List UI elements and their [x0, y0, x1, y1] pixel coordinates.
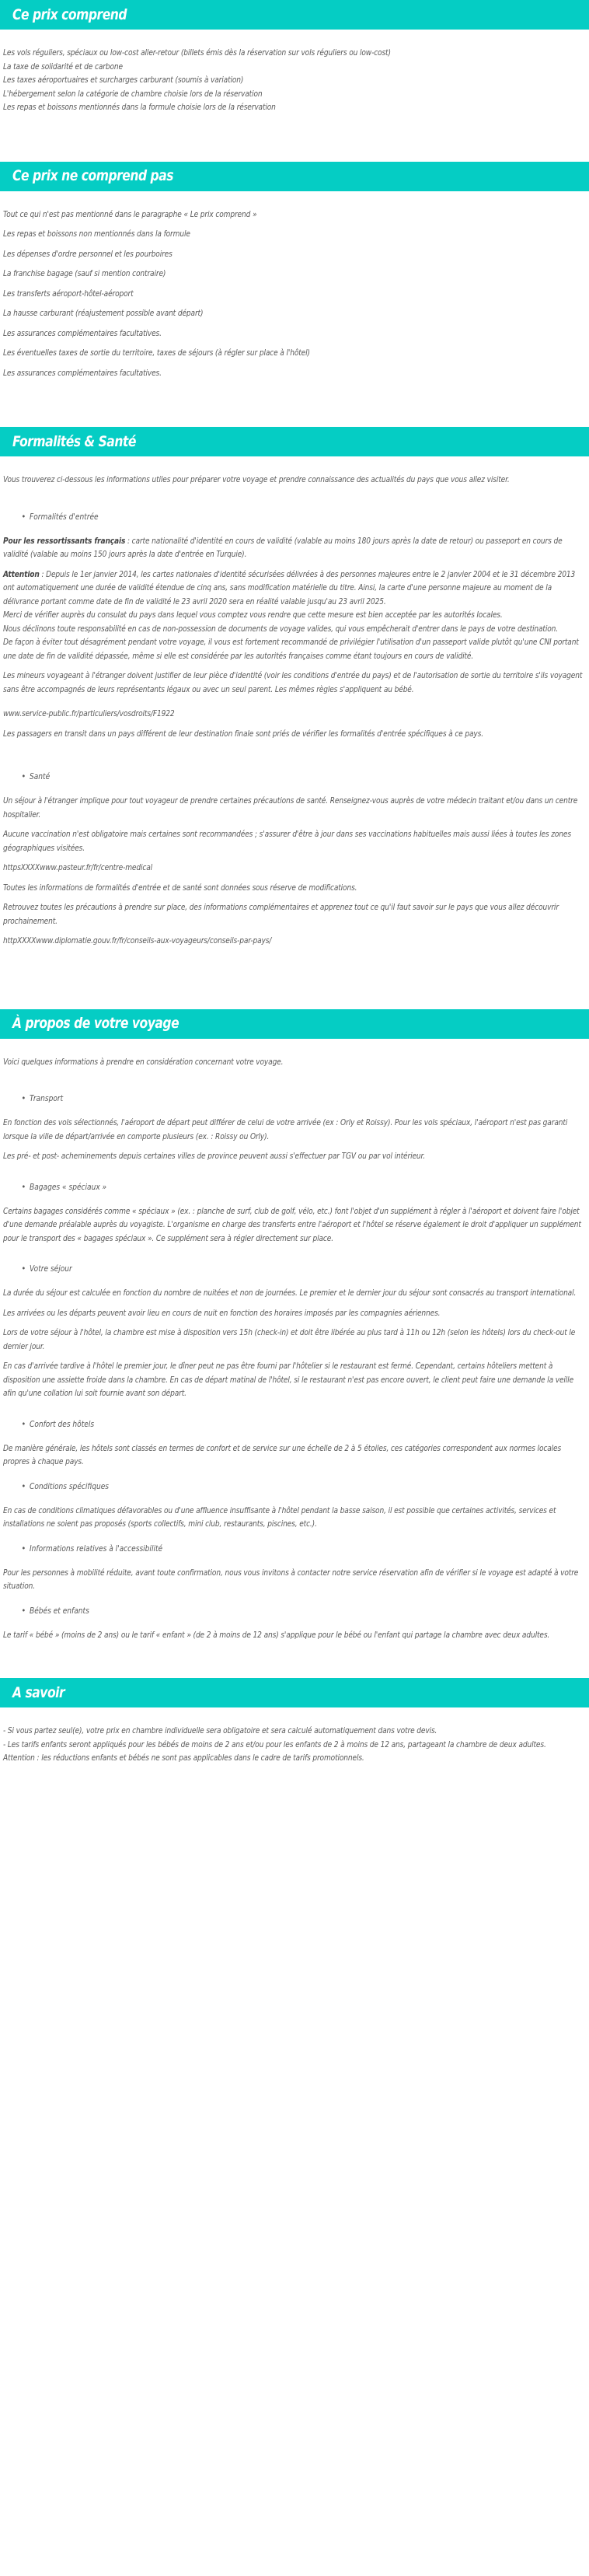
excluded-items — [0, 208, 589, 381]
stay-paragraph-3: Lors de votre séjour à l'hôtel, la chambre est mise à disposition vers 15h (check-in) et doit être libérée au plus tard à 11h ou 12h (selon les hôtels) lors du check-out le dernier jour. — [3, 1328, 576, 1351]
bullet-accessibilite: • Informations relatives à l'accessibilité — [30, 1543, 518, 1556]
special-baggage-bullet-list — [3, 1181, 584, 1194]
nationals-paragraph — [3, 535, 584, 562]
attention-paragraph — [3, 568, 584, 610]
passport-recommendation-text: De façon à éviter tout désagrément pendant votre voyage, il vous est fortement recommandé de privilégier l'utilisation d'un passeport valide plutôt qu'une CNI portant une date de fin de validité dépassée, même si elle est considérée par les autorités françaises comme étant toujours en cours de validité. — [3, 638, 579, 661]
special-baggage-paragraph: Certains bagages considérés comme « spéciaux » (ex. : planche de surf, club de golf, vélo, etc.) font l'objet d'un supplément à régler à l'aéroport et doivent faire l'objet d'une demande préalable auprès du voyagiste. L'organisme en charge des transferts entre l'aéroport et l'hôtel se réserve également le droit d'appliquer un supplément pour le transport des « bagages spéciaux ». Ce supplément sera à régler directement sur place. — [3, 1206, 581, 1243]
included-item: Les repas et boissons mentionnés dans la formule choisie lors de la réservation — [3, 103, 276, 112]
section-title-included: Ce prix comprend — [12, 5, 127, 23]
specific-conditions-bullet-list — [3, 1480, 584, 1494]
transport-paragraph-2: Les pré- et post- acheminements depuis certaines villes de province peuvent aussi s'effectuer par TGV ou par vol intérieur. — [3, 1152, 426, 1161]
excluded-item: Les éventuelles taxes de sortie du territoire, taxes de séjours (à régler sur place à l'hôtel) — [3, 348, 310, 358]
transport-bullet-list — [3, 1092, 584, 1106]
section-banner-about-trip — [0, 1009, 589, 1039]
formalities-body — [0, 474, 589, 949]
about-trip-body — [0, 1056, 589, 1643]
excluded-item: Tout ce qui n'est pas mentionné dans le paragraphe « Le prix comprend » — [3, 209, 257, 219]
transit-text: Les passagers en transit dans un pays différent de leur destination finale sont priés de vérifier les formalités d'entrée spécifiques à ce pays. — [3, 729, 483, 739]
bullet-bagages-speciaux: • Bagages « spéciaux » — [30, 1181, 518, 1194]
bullet-transport: • Transport — [30, 1092, 518, 1106]
hotel-comfort-paragraph: De manière générale, les hôtels sont classés en termes de confort et de service sur une échelle de 2 à 5 étoiles, ces catégories correspondent aux normes locales propres à chaque pays. — [3, 1443, 562, 1466]
health-reserve-text: Toutes les informations de formalités d'entrée et de santé sont données sous réserve de modifications. — [3, 883, 357, 893]
excluded-item: Les transferts aéroport-hôtel-aéroport — [3, 288, 134, 299]
health-precautions-text: Un séjour à l'étranger implique pour tout voyageur de prendre certaines précautions de santé. Renseignez-vous auprès de votre médecin traitant et/ou dans un centre hospitalier. — [3, 796, 578, 820]
excluded-item: La franchise bagage (sauf si mention contraire) — [3, 269, 166, 278]
section-title-excluded: Ce prix ne comprend pas — [12, 167, 174, 184]
stay-paragraph-4: En cas d'arrivée tardive à l'hôtel le premier jour, le dîner peut ne pas être fourni par l'hôtelier si le restaurant est fermé. Cependant, certains hôteliers mettent à disposition une assiette froide dans la chambre. En cas de départ matinal de l'hôtel, si le restaurant n'est pas encore ouvert, le client peut faire une demande la veille afin qu'une collation lui soit fournie avant son départ. — [3, 1361, 574, 1398]
excluded-item: Les repas et boissons non mentionnés dans la formule — [3, 229, 190, 239]
excluded-item: Les dépenses d'ordre personnel et les pourboires — [3, 249, 173, 259]
section-banner-formalities — [0, 427, 589, 456]
nationals-label: Pour les ressortissants français — [3, 536, 126, 546]
stay-paragraph-2: Les arrivées ou les départs peuvent avoir lieu en cours de nuit en fonction des horaires imposés par les compagnies aériennes. — [3, 1308, 441, 1318]
attention-label: Attention — [3, 569, 40, 579]
excluded-item: Les assurances complémentaires facultatives. — [3, 368, 162, 378]
health-vaccination-text: Aucune vaccination n'est obligatoire mais certaines sont recommandées ; s'assurer d'être à jour dans ses vaccinations habituelles mais aussi liées à toutes les zones géographiques visitées. — [3, 830, 571, 853]
good-to-know-line: Attention : les réductions enfants et bébés ne sont pas applicables dans le cadre de tarifs promotionnels. — [3, 1753, 364, 1763]
transport-paragraph-1: En fonction des vols sélectionnés, l'aéroport de départ peut différer de celui de votre arrivée (ex : Orly et Roissy). Pour les vols spéciaux, l'aéroport n'est pas garanti lorsque la ville de départ/arrivée en comporte plusieurs (ex. : Roissy ou Orly). — [3, 1118, 568, 1141]
section-title-formalities: Formalités & Santé — [12, 432, 136, 450]
minors-text: Les mineurs voyageant à l'étranger doivent justifier de leur pièce d'identité (voir les conditions d'entrée du pays) et de l'autorisation de sortie du territoire s'ils voyagent sans être accompagnés de leurs représentants légaux ou avec un seul parent. Les mêmes règles s'appliquent au bébé. — [3, 671, 583, 694]
accessibility-bullet-list — [3, 1543, 584, 1556]
specific-conditions-paragraph: En cas de conditions climatiques défavorables ou d'une affluence insuffisante à l'hôtel pendant la basse saison, il est possible que certaines activités, services et installations ne soient pas proposés (sports collectifs, mini club, restaurants, piscines, etc.). — [3, 1505, 556, 1529]
included-item: La taxe de solidarité et de carbone — [3, 61, 123, 72]
nationals-text: : carte nationalité d'identité en cours de validité (valable au moins 180 jours après la date de retour) ou passeport en cours de validité (valable au moins 150 jours après la date d'entrée en Turquie). — [3, 536, 563, 559]
bullet-conditions-specifiques: • Conditions spécifiques — [30, 1480, 518, 1494]
included-item: Les vols réguliers, spéciaux ou low-cost aller-retour (billets émis dès la réservation sur vols réguliers ou low-cost) — [3, 48, 391, 58]
disclaimer-text: Nous déclinons toute responsabilité en cas de non-possession de documents de voyage valides, qui vous empêcherait d'entrer dans le pays de votre destination. — [3, 624, 559, 634]
service-public-link[interactable]: www.service-public.fr/particuliers/vosdroits/F1922 — [3, 709, 175, 718]
good-to-know-body — [0, 1725, 589, 1766]
formalities-intro: Vous trouverez ci-dessous les informations utiles pour préparer votre voyage et prendre connaissance des actualités du pays que vous allez visiter. — [3, 475, 510, 484]
section-title-good-to-know: A savoir — [12, 1683, 65, 1701]
accessibility-paragraph: Pour les personnes à mobilité réduite, avant toute confirmation, nous vous invitons à contacter notre service réservation afin de vérifier si le voyage est adapté à votre situation. — [3, 1568, 579, 1591]
formalities-entry-bullet-list — [3, 511, 584, 524]
section-title-about-trip: À propos de votre voyage — [12, 1015, 179, 1032]
excluded-item: La hausse carburant (réajustement possible avant départ) — [3, 309, 204, 318]
included-item: L'hébergement selon la catégorie de chambre choisie lors de la réservation — [3, 89, 263, 99]
section-banner-excluded — [0, 162, 589, 191]
good-to-know-line: - Si vous partez seul(e), votre prix en chambre individuelle sera obligatoire et sera calculé automatiquement dans votre devis. — [3, 1726, 437, 1735]
diplomatie-link[interactable]: httpXXXXwww.diplomatie.gouv.fr/fr/conseils-aux-voyageurs/conseils-par-pays/ — [3, 936, 272, 945]
excluded-item: Les assurances complémentaires facultatives. — [3, 328, 162, 338]
pasteur-link[interactable]: httpsXXXXwww.pasteur.fr/fr/centre-medical — [3, 863, 153, 872]
babies-children-bullet-list — [3, 1605, 584, 1618]
stay-paragraph-1: La durée du séjour est calculée en fonction du nombre de nuitées et non de journées. Le premier et le dernier jour du séjour sont consacrés au transport international. — [3, 1288, 577, 1298]
bullet-sante: • Santé — [30, 771, 518, 784]
bullet-confort-des-hotels: • Confort des hôtels — [30, 1418, 518, 1431]
section-banner-included — [0, 0, 589, 30]
health-bullet-list — [3, 771, 584, 784]
attention-text: : Depuis le 1er janvier 2014, les cartes nationales d'identité sécurisées délivrées à des personnes majeures entre le 2 janvier 2004 et le 31 décembre 2013 ont automatiquement une durée de validité étendue de cinq ans, sans modification matérielle du titre. Ainsi, la carte d'une personne majeure au moment de la délivrance portant comme date de fin de validité le 23 avril 2020 sera en réalité valable jusqu'au 23 avril 2025. — [3, 569, 576, 606]
bullet-formalites-entree: • Formalités d'entrée — [30, 511, 518, 524]
hotel-comfort-bullet-list — [3, 1418, 584, 1431]
good-to-know-line: - Les tarifs enfants seront appliqués pour les bébés de moins de 2 ans et/ou pour les enfants de 2 à moins de 12 ans, partageant la chambre de deux adultes. — [3, 1739, 546, 1749]
health-more-info-text: Retrouvez toutes les précautions à prendre sur place, des informations complémentaires et apprenez tout ce qu'il faut savoir sur le pays que vous allez découvrir prochainement. — [3, 903, 559, 926]
about-trip-intro: Voici quelques informations à prendre en considération concernant votre voyage. — [3, 1057, 284, 1067]
section-banner-good-to-know — [0, 1678, 589, 1707]
included-item: Les taxes aéroportuaires et surcharges carburant (soumis à variation) — [3, 75, 244, 85]
included-items — [0, 47, 589, 115]
babies-children-paragraph: Le tarif « bébé » (moins de 2 ans) ou le tarif « enfant » (de 2 à moins de 12 ans) s'applique pour le bébé ou l'enfant qui partage la chambre avec deux adultes. — [3, 1630, 550, 1640]
bullet-bebes-et-enfants: • Bébés et enfants — [30, 1605, 518, 1618]
bullet-votre-sejour: • Votre séjour — [30, 1263, 518, 1276]
verify-consulate-text: Merci de vérifier auprès du consulat du pays dans lequel vous comptez vous rendre que cette mesure est bien acceptée par les autorités locales. — [3, 610, 503, 620]
stay-bullet-list — [3, 1263, 584, 1276]
